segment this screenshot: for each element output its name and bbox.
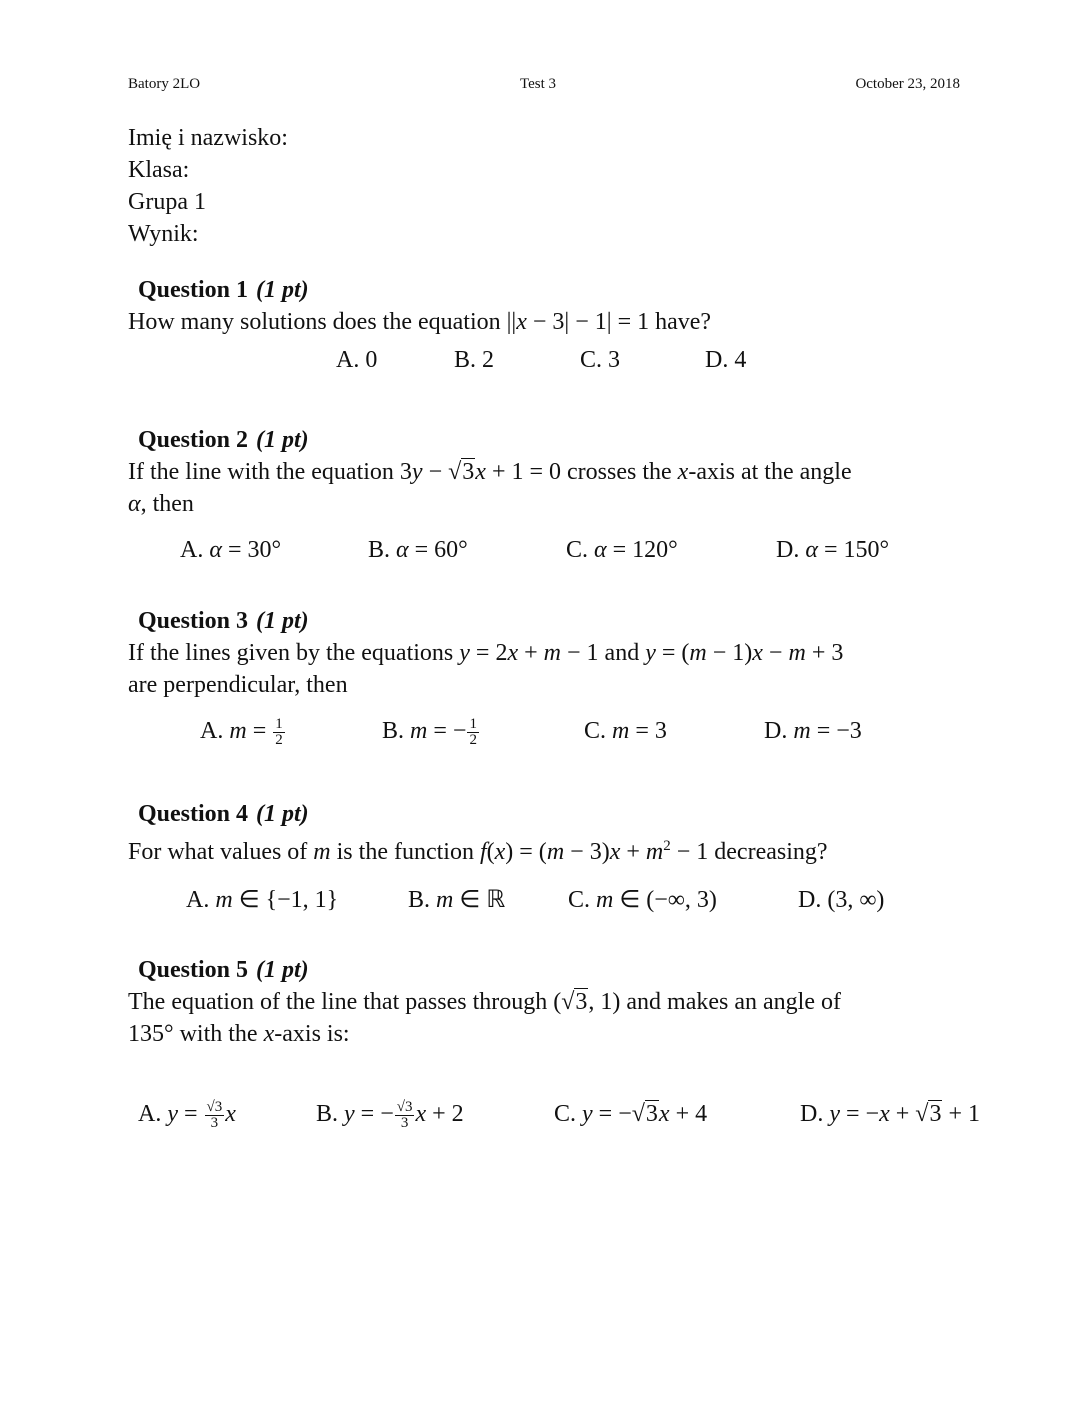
answer-d[interactable]: D. (3, ∞) [798, 887, 885, 913]
score-label: Wynik: [128, 221, 199, 247]
group-label: Grupa 1 [128, 189, 206, 215]
answer-options [128, 713, 968, 753]
answer-c[interactable]: C. m = 3 [584, 718, 667, 744]
question-title: Question 1 (1 pt) [138, 277, 309, 303]
answer-b[interactable]: B. m = − $\frac{1}{2}$ [382, 715, 477, 748]
question-5 [128, 954, 1028, 1140]
answer-d[interactable]: D. 4 [705, 347, 747, 373]
answer-a[interactable]: A. α = 30° [180, 537, 282, 563]
answer-options [128, 882, 968, 918]
question-text: If the line with the equation 3y − √3x + 1 = 0 crosses the x-axis at the angle α, then [128, 459, 852, 517]
test-date: October 23, 2018 [855, 76, 960, 92]
question-title: Question 4 (1 pt) [138, 801, 309, 827]
answer-c[interactable]: C. y = −√3x + 4 [554, 1101, 708, 1127]
question-title: Question 3 (1 pt) [138, 608, 309, 634]
answer-a[interactable]: A. 0 [336, 347, 378, 373]
answer-a[interactable]: A. y = $\frac{√3}{3}$ x [138, 1098, 236, 1131]
question-2 [128, 424, 968, 568]
answer-b[interactable]: B. 2 [454, 347, 495, 373]
answer-b[interactable]: B. m ∈ ℝ [408, 887, 506, 913]
answer-c[interactable]: C. α = 120° [566, 537, 678, 563]
question-title: Question 5 (1 pt) [138, 957, 309, 983]
answer-c[interactable]: C. m ∈ (−∞, 3) [568, 887, 717, 913]
question-text: The equation of the line that passes through (√3, 1) and makes an angle of 135° with the x-axis is: [128, 989, 841, 1047]
question-text: How many solutions does the equation ||x − 3| − 1| = 1 have? [128, 309, 712, 335]
answer-options [128, 532, 968, 568]
test-title: Test 3 [520, 76, 557, 92]
answer-d[interactable]: D. α = 150° [776, 537, 890, 563]
answer-b[interactable]: B. y = − $\frac{√3}{3}$ x + 2 [316, 1098, 464, 1131]
answer-d[interactable]: D. m = −3 [764, 718, 862, 744]
answer-a[interactable]: A. m ∈ {−1, 1} [186, 887, 339, 913]
question-title: Question 2 (1 pt) [138, 427, 309, 453]
school-name: Batory 2LO [128, 76, 201, 92]
question-4 [128, 798, 968, 918]
answer-options [128, 342, 968, 378]
class-label: Klasa: [128, 157, 190, 183]
question-1 [128, 274, 968, 378]
answer-b[interactable]: B. α = 60° [368, 537, 468, 563]
student-info [128, 122, 288, 250]
page-header [128, 76, 960, 100]
question-text: If the lines given by the equations y = 2x + m − 1 and y = (m − 1)x − m + 3 are perpendicular, then [128, 640, 844, 698]
question-text: For what values of m is the function $f(x) = (m - 3)x + m^2 - 1$ decreasing? [128, 838, 828, 865]
answer-a[interactable]: A. m = $\frac{1}{2}$ [200, 715, 283, 748]
answer-d[interactable]: D. y = −x + √3 + 1 [800, 1101, 980, 1127]
question-3 [128, 605, 968, 753]
answer-c[interactable]: C. 3 [580, 347, 621, 373]
answer-options [128, 1096, 1028, 1140]
name-label: Imię i nazwisko: [128, 125, 288, 151]
